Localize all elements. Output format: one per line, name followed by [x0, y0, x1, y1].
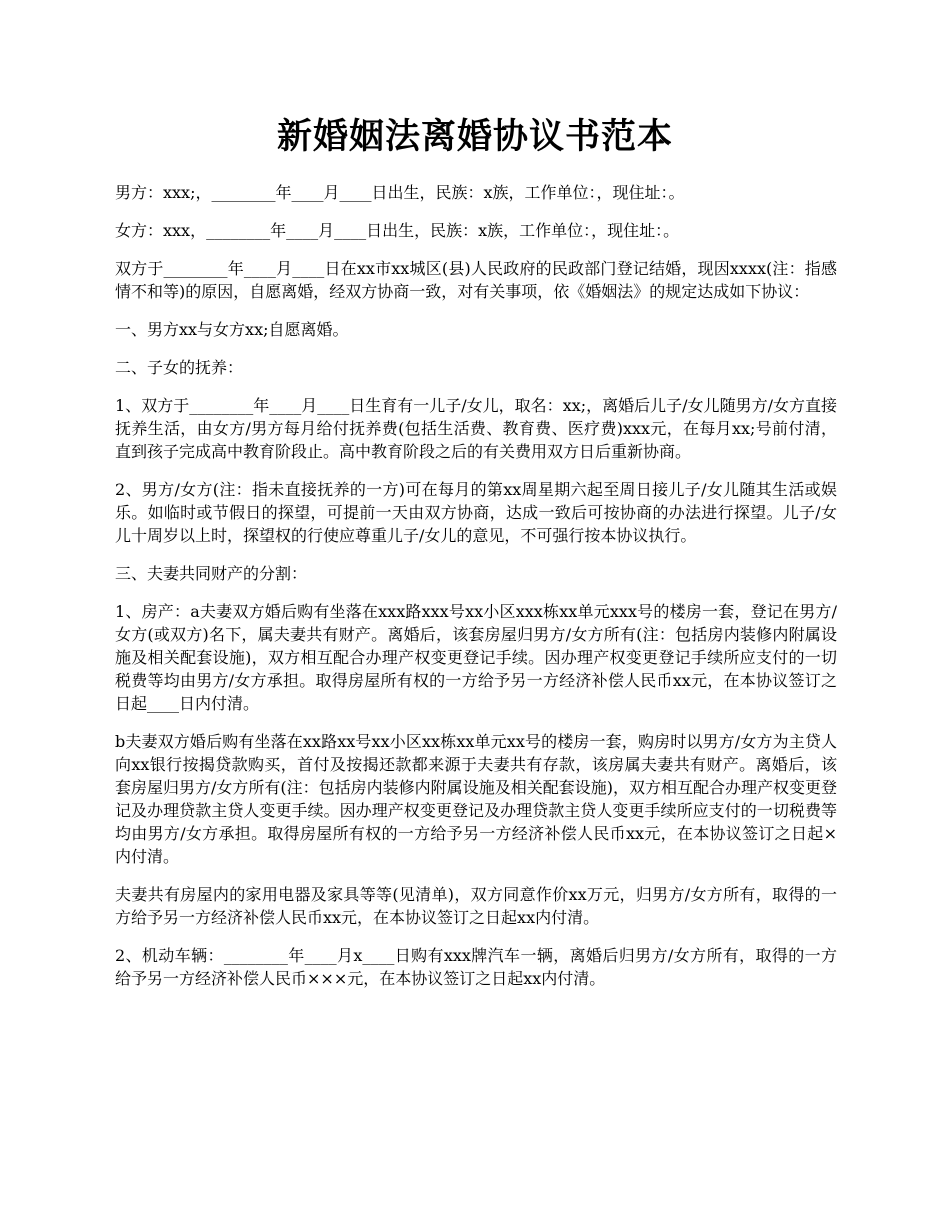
- paragraph-marriage-registration: 双方于________年____月____日在xx市xx城区(县)人民政府的民政部门登记结婚，现因xxxx(注：指感情不和等)的原因，自愿离婚，经双方协商一致，对有关事项，依《婚姻法》的规定达成如下协议：: [115, 259, 837, 301]
- document-title: 新婚姻法离婚协议书范本: [276, 116, 673, 157]
- paragraph-furniture: 夫妻共有房屋内的家用电器及家具等等(见清单)，双方同意作价xx万元，归男方/女方所有，取得的一方给予另一方经济补偿人民币xx元，在本协议签订之日起xx内付清。: [115, 885, 837, 927]
- paragraph-property-a: 1、房产：a夫妻双方婚后购有坐落在xxx路xxx号xx小区xxx栋xx单元xxx号的楼房一套，登记在男方/女方(或双方)名下，属夫妻共有财产。离婚后，该套房屋归男方/女方所有(注：包括房内装修内附属设施及相关配套设施)，双方相互配合办理产权变更登记手续。因办理产权变更登记手续所应支付的一切税费等均由男方/女方承担。取得房屋所有权的一方给予另一方经济补偿人民币xx元，在本协议签订之日起____日内付清。: [115, 602, 837, 713]
- paragraph-clause-1-divorce: 一、男方xx与女方xx;自愿离婚。: [115, 320, 349, 339]
- document-body: [115, 181, 837, 1005]
- paragraph-visitation: 2、男方/女方(注：指未直接抚养的一方)可在每月的第xx周星期六起至周日接儿子/女儿随其生活或娱乐。如临时或节假日的探望，可提前一天由双方协商，达成一致后可按协商的办法进行探望。儿子/女儿十周岁以上时，探望权的行使应尊重儿子/女儿的意见，不可强行按本协议执行。: [115, 480, 837, 545]
- paragraph-wife-info: 女方：xxx，________年____月____日出生，民族：x族，工作单位：，现住址：。: [115, 221, 680, 240]
- paragraph-vehicle: 2、机动车辆：________年____月x____日购有xxx牌汽车一辆，离婚后归男方/女方所有，取得的一方给予另一方经济补偿人民币×××元，在本协议签订之日起xx内付清。: [115, 946, 837, 988]
- paragraph-child-custody: 1、双方于________年____月____日生育有一儿子/女儿，取名：xx;，离婚后儿子/女儿随男方/女方直接抚养生活，由女方/男方每月给付抚养费(包括生活费、教育费、医疗费)xxx元，在每月xx;号前付清，直到孩子完成高中教育阶段止。高中教育阶段之后的有关费用双方日后重新协商。: [115, 396, 837, 461]
- paragraph-clause-3-heading: 三、夫妻共同财产的分割：: [115, 564, 308, 583]
- paragraph-clause-2-heading: 二、子女的抚养：: [115, 358, 244, 377]
- paragraph-property-b: b夫妻双方婚后购有坐落在xx路xx号xx小区xx栋xx单元xx号的楼房一套，购房时以男方/女方为主贷人向xx银行按揭贷款购买，首付及按揭还款都来源于夫妻共有存款，该房属夫妻共有财产。离婚后，该套房屋归男方/女方所有(注：包括房内装修内附属设施及相关配套设施)，双方相互配合办理产权变更登记及办理贷款主贷人变更手续。因办理产权变更登记及办理贷款主贷人变更手续所应支付的一切税费等均由男方/女方承担。取得房屋所有权的一方给予另一方经济补偿人民币xx元，在本协议签订之日起×内付清。: [115, 732, 837, 866]
- paragraph-husband-info: 男方：xxx;，________年____月____日出生，民族：x族，工作单位：，现住址：。: [115, 183, 685, 202]
